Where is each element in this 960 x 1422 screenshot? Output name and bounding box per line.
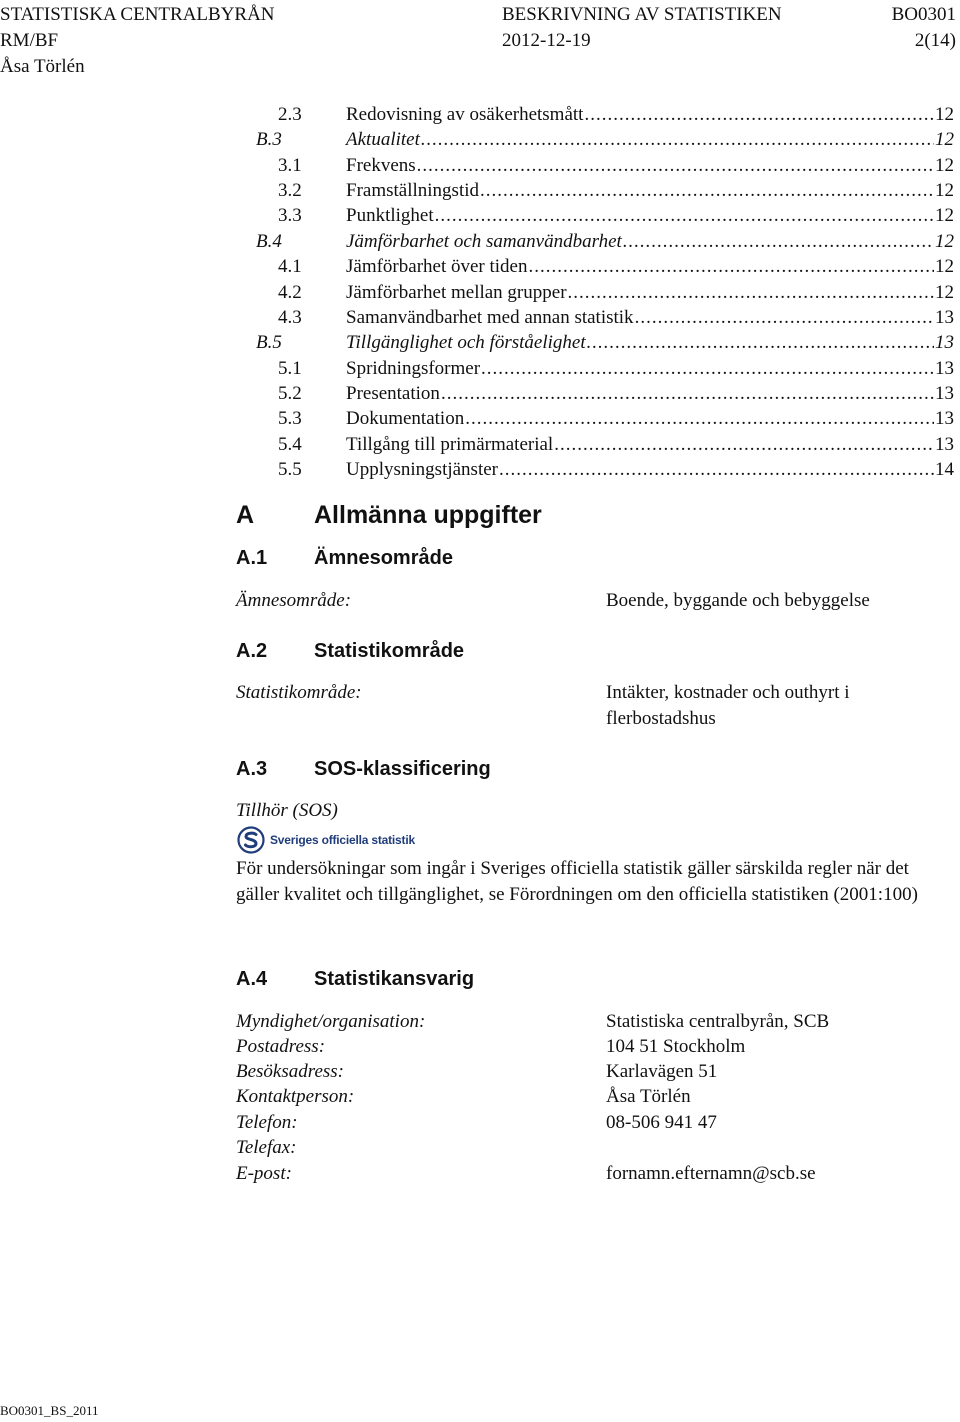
section-number: A [236, 501, 255, 529]
toc-number: 4.2 [278, 282, 302, 303]
toc-leader [421, 129, 934, 151]
toc-entry[interactable] [256, 205, 954, 230]
toc-page: 14 [935, 459, 954, 480]
toc-entry[interactable] [256, 129, 954, 154]
subsection-number: A.4 [236, 968, 268, 990]
header-page: 2(14) [914, 30, 956, 51]
toc-entry[interactable] [256, 459, 954, 484]
email-link[interactable]: fornamn.efternamn@scb.se [606, 1163, 816, 1184]
toc-title: Samanvändbarhet med annan statistik [346, 307, 634, 328]
field-value: Boende, byggande och bebyggelse [606, 590, 870, 611]
toc-entry[interactable] [256, 434, 954, 459]
toc-number: 3.3 [278, 205, 302, 226]
toc-number: 5.5 [278, 459, 302, 480]
toc-entry[interactable] [256, 231, 954, 256]
toc-leader [435, 205, 934, 227]
toc-leader [481, 358, 934, 380]
toc-number: 4.3 [278, 307, 302, 328]
toc-page: 13 [935, 434, 954, 455]
toc-entry[interactable] [256, 307, 954, 332]
toc-leader [528, 256, 934, 278]
contact-label: Postadress: [236, 1036, 326, 1057]
subsection-title: SOS-klassificering [314, 758, 491, 780]
toc-page: 13 [935, 358, 954, 379]
toc-page: 12 [935, 256, 954, 277]
subsection-number: A.2 [236, 640, 268, 662]
sos-logo [236, 826, 415, 854]
toc-leader [480, 180, 934, 202]
toc-page: 13 [935, 383, 954, 404]
header-dept: RM/BF [0, 30, 59, 51]
section-title: Allmänna uppgifter [314, 501, 542, 529]
toc-page: 12 [935, 231, 954, 252]
toc-entry[interactable] [256, 180, 954, 205]
toc-page: 12 [935, 180, 954, 201]
toc-title: Presentation [346, 383, 440, 404]
toc-number: 3.1 [278, 155, 302, 176]
toc-page: 12 [935, 129, 954, 150]
toc-number: 5.3 [278, 408, 302, 429]
toc-title: Framställningstid [346, 180, 479, 201]
toc-number: 5.2 [278, 383, 302, 404]
toc-page: 12 [935, 282, 954, 303]
toc-title: Punktlighet [346, 205, 434, 226]
contact-label: Telefax: [236, 1137, 297, 1158]
toc-leader [465, 408, 934, 430]
toc-number: 3.2 [278, 180, 302, 201]
toc-leader [441, 383, 934, 405]
toc-page: 12 [935, 155, 954, 176]
toc-entry[interactable] [256, 383, 954, 408]
toc-page: 12 [935, 205, 954, 226]
toc-leader [584, 104, 934, 126]
toc-number: 2.3 [278, 104, 302, 125]
contact-value: Statistiska centralbyrån, SCB [606, 1011, 830, 1032]
toc-title: Jämförbarhet över tiden [346, 256, 528, 277]
field-label: Tillhör (SOS) [236, 800, 338, 821]
header-author: Åsa Törlén [0, 56, 85, 77]
header-date: 2012-12-19 [502, 30, 591, 51]
toc-leader [635, 307, 934, 329]
sos-logo-icon [236, 826, 266, 854]
toc-number: 5.1 [278, 358, 302, 379]
toc-title: Dokumentation [346, 408, 465, 429]
toc-leader [587, 332, 934, 354]
toc-leader [554, 434, 934, 456]
toc-title: Tillgänglighet och förståelighet [346, 332, 586, 353]
toc-leader [499, 459, 934, 481]
toc-entry[interactable] [256, 256, 954, 281]
subsection-number: A.1 [236, 547, 268, 569]
toc-leader [568, 282, 934, 304]
toc-number: 5.4 [278, 434, 302, 455]
toc-title: Jämförbarhet och samanvändbarhet [346, 231, 622, 252]
contact-label: E-post: [236, 1163, 292, 1184]
toc-page: 12 [935, 104, 954, 125]
toc-page: 13 [935, 307, 954, 328]
contact-value: 08-506 941 47 [606, 1112, 717, 1133]
footer-code: BO0301_BS_2011 [0, 1403, 99, 1418]
field-value: Intäkter, kostnader och outhyrt i [606, 682, 850, 703]
toc-entry[interactable] [256, 282, 954, 307]
toc-number: B.5 [256, 332, 282, 353]
toc-title: Spridningsformer [346, 358, 481, 379]
toc-entry[interactable] [256, 358, 954, 383]
contact-label: Myndighet/organisation: [236, 1011, 426, 1032]
header-org: STATISTISKA CENTRALBYRÅN [0, 4, 275, 25]
toc-number: 4.1 [278, 256, 302, 277]
toc-number: B.3 [256, 129, 282, 150]
toc-title: Upplysningstjänster [346, 459, 498, 480]
toc-entry[interactable] [256, 104, 954, 129]
contact-value: Karlavägen 51 [606, 1061, 718, 1082]
field-label: Statistikområde: [236, 682, 362, 703]
toc-leader [417, 155, 934, 177]
subsection-title: Ämnesområde [314, 547, 453, 569]
subsection-number: A.3 [236, 758, 268, 780]
subsection-title: Statistikansvarig [314, 968, 475, 990]
toc-page: 13 [935, 408, 954, 429]
toc-entry[interactable] [256, 155, 954, 180]
contact-value: Åsa Törlén [606, 1086, 691, 1107]
toc-leader [623, 231, 934, 253]
toc-title: Aktualitet [346, 129, 420, 150]
toc-title: Tillgång till primärmaterial [346, 434, 554, 455]
contact-value: 104 51 Stockholm [606, 1036, 746, 1057]
subsection-title: Statistikområde [314, 640, 465, 662]
toc-entry[interactable] [256, 332, 954, 357]
field-value-continued: flerbostadshus [606, 708, 716, 729]
field-label: Ämnesområde: [236, 590, 352, 611]
contact-label: Kontaktperson: [236, 1086, 355, 1107]
toc-number: B.4 [256, 231, 282, 252]
contact-label: Telefon: [236, 1112, 298, 1133]
sos-paragraph: För undersökningar som ingår i Sveriges officiella statistik gäller särskilda regler när det gäller kvalitet och tillgänglighet, se Förordningen om den officiella statistiken (2001:100) [236, 858, 918, 905]
sos-logo-text: Sveriges officiella statistik [270, 833, 415, 847]
header-doc-type: BESKRIVNING AV STATISTIKEN [502, 4, 782, 25]
contact-label: Besöksadress: [236, 1061, 344, 1082]
toc-entry[interactable] [256, 408, 954, 433]
toc-page: 13 [935, 332, 954, 353]
header-doc-code: BO0301 [891, 4, 956, 25]
toc-title: Frekvens [346, 155, 416, 176]
toc-title: Redovisning av osäkerhetsmått [346, 104, 584, 125]
toc-title: Jämförbarhet mellan grupper [346, 282, 567, 303]
